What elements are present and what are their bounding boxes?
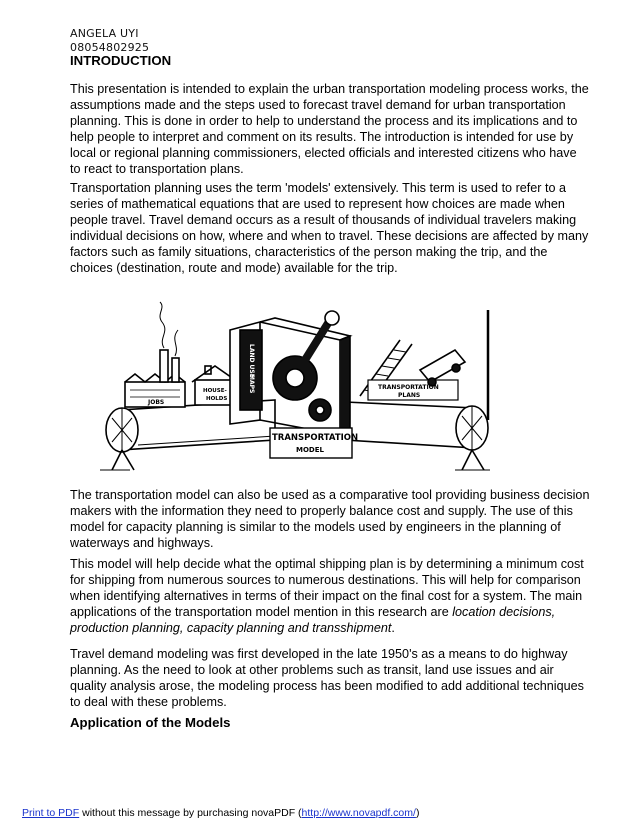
history-paragraph: Travel demand modeling was first developed in the late 1950's as a means to do highway planning. As the need to look at other problems such as transit, land use issues and air quality analysis arose, the modeling process has been modified to add additional techniques to deal with these problems. xyxy=(70,647,584,709)
transportation-plans-label-2: PLANS xyxy=(398,392,421,399)
introduction-heading: INTRODUCTION xyxy=(70,53,172,68)
footer-end-text: ) xyxy=(415,807,420,819)
jobs-label: JOBS xyxy=(148,399,165,406)
print-to-pdf-link[interactable]: Print to PDF xyxy=(22,807,80,819)
intro-paragraph: This presentation is intended to explain the urban transportation modeling process works, the assumptions made and the steps used to forecast travel demand for urban transportation planning. This is done in order to help to understand the process and its implications and to help people to interpret and comment on its results. The introduction is intended for use by local or regional planning commissioners, elected officials and interested citizens who have to react to transportation plans. xyxy=(70,82,589,176)
pdf-footer xyxy=(22,807,419,819)
applications-list: location decisions, production planning, capacity planning and transshipment xyxy=(70,605,556,635)
shipping-plan-end: . xyxy=(391,621,395,635)
transportation-plans-label-1: TRANSPORTATION xyxy=(378,384,439,391)
transportation-model-label-2: MODEL xyxy=(296,446,324,454)
households-label-1: HOUSE- xyxy=(203,388,227,394)
author-phone: 08054802925 xyxy=(70,41,150,54)
transportation-model-illustration xyxy=(100,300,495,480)
models-paragraph: Transportation planning uses the term 'models' extensively. This term is used to refer to a series of mathematical equations that are used to represent how choices are made when people travel. Travel demand occurs as a result of thousands of individual travelers making individual decisions on how, where and when to travel. These decisions are affected by many factors such as family situations, characteristics of the person making the trip, and the choices (destination, route and mode) available for the trip. xyxy=(70,181,589,275)
author-name: ANGELA UYI xyxy=(70,27,139,40)
maps-label: MAPS xyxy=(248,374,255,394)
land-use-label: LAND USE xyxy=(248,344,255,378)
novapdf-url-link[interactable]: http://www.novapdf.com/ xyxy=(301,807,416,819)
footer-middle-text: without this message by purchasing novaPDF ( xyxy=(79,807,302,819)
shipping-plan-text: This model will help decide what the optimal shipping plan is by determining a minimum cost for shipping from numerous sources to numerous destinations. This will help for comparison when identifying alternatives in terms of their impact on the final cost for a system. The main applications of the transportation model mention in this research are xyxy=(70,557,584,619)
transportation-model-label-1: TRANSPORTATION xyxy=(272,433,359,443)
application-heading: Application of the Models xyxy=(70,715,231,730)
households-label-2: HOLDS xyxy=(206,396,228,402)
comparative-tool-paragraph: The transportation model can also be used as a comparative tool providing business decision makers with the information they need to properly balance cost and supply. The use of this model for capacity planning is similar to the models used by engineers in the planning of waterways and highways. xyxy=(70,488,590,550)
shipping-plan-paragraph xyxy=(70,556,590,636)
